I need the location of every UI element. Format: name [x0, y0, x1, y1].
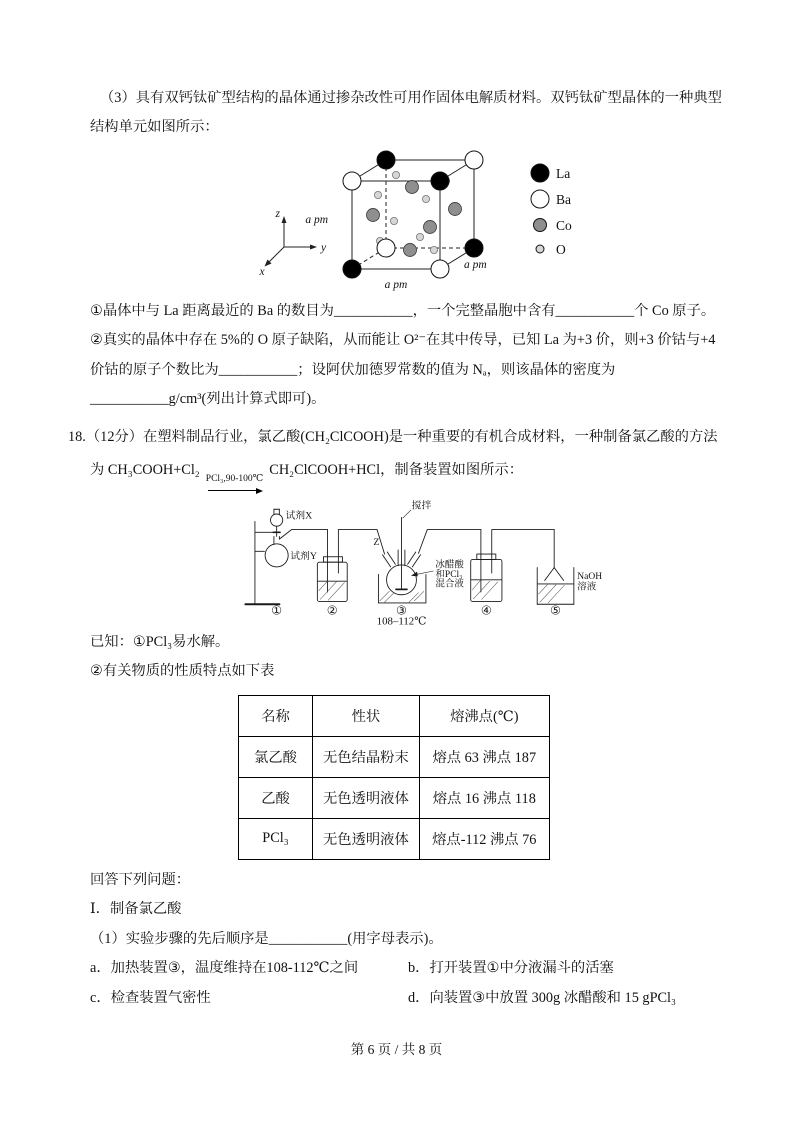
axis-x-label: x: [259, 265, 265, 278]
dimension-label-depth: a pm: [464, 258, 487, 271]
legend-ba-label: Ba: [556, 191, 571, 207]
ba-atom: [465, 151, 483, 169]
table-cell: 熔点 16 沸点 118: [419, 777, 549, 818]
legend-la-label: La: [556, 165, 571, 181]
option-c: c．检查装置气密性: [90, 989, 211, 1006]
table-cell: 氯乙酸: [239, 736, 313, 777]
table-header-row: [239, 695, 550, 736]
o-atom: [422, 195, 429, 202]
table-header-property: 性状: [313, 695, 420, 736]
question-1: （1）实验步骤的先后顺序是___________(用字母表示)。: [90, 930, 443, 947]
iron-stand: [245, 521, 279, 604]
reaction-condition: PCl₃,90-100℃: [205, 474, 264, 485]
table-cell: PCl₃: [239, 818, 313, 859]
dimension-label-bottom: a pm: [384, 278, 408, 291]
eq-reactants: CH₃COOH+Cl₂: [107, 462, 200, 479]
o-atom: [374, 191, 381, 198]
table-row: [239, 777, 550, 818]
co-atom: [367, 208, 380, 221]
table-header-name: 名称: [239, 695, 313, 736]
known-note-1: 已知：①PCl₃易水解。: [90, 633, 230, 650]
mixture-label-line3: 混合液: [435, 579, 464, 590]
question-3-sub2: ②真实的晶体中存在 5%的 O 原子缺陷，从而能让 O²⁻在其中传导，已知 La 为+3 价，则+3 价钴与+4 价钴的原子个数比为___________；设阿伏加德罗常数的值为 Nₐ，则该晶体的密度为___________g/cm³(列出计算式即可)。: [90, 332, 716, 408]
option-a: a．加热装置③，温度维持在108-112℃之间: [90, 960, 359, 977]
device-3-label: ③: [396, 603, 407, 618]
la-atom: [465, 239, 483, 257]
mixture-label-line1: 冰醋酸: [435, 560, 464, 571]
la-atom: [343, 260, 361, 278]
question-3: [90, 84, 723, 415]
option-b: b．打开装置①中分液漏斗的活塞: [408, 960, 614, 977]
ba-atom: [431, 260, 449, 278]
reagent-y-label: 试剂Y: [290, 550, 317, 562]
device-2-label: ②: [326, 603, 338, 618]
properties-table: [238, 695, 550, 860]
o-atom: [390, 217, 397, 224]
reaction-equation: [90, 452, 723, 493]
question-18-stem: 18.（12分）在塑料制品行业，氯乙酸(CH₂ClCOOH)是一种重要的有机合成材料，一种制备氯乙酸的方法: [68, 428, 718, 445]
table-row: [239, 736, 550, 777]
eq-prefix: 为: [90, 462, 108, 479]
naoh-label-line1: NaOH: [577, 572, 603, 583]
option-d: d．向装置③中放置 300g 冰醋酸和 15 gPCl₃: [408, 989, 677, 1006]
ba-atom: [343, 172, 361, 190]
inverted-funnel: [545, 530, 564, 581]
legend-co-swatch: [534, 218, 547, 231]
legend-ba-swatch: [531, 190, 549, 208]
naoh-label-line2: 溶液: [577, 582, 597, 593]
axis-z-label: z: [275, 207, 280, 220]
table-cell: 无色结晶粉末: [313, 736, 420, 777]
co-atom: [404, 243, 417, 256]
arrow-icon: [208, 486, 262, 493]
question-3-sub1: ①晶体中与 La 距离最近的 Ba 的数目为___________，一个完整晶胞中含有___________个 Co 原子。: [90, 302, 716, 319]
dimension-label-left: a pm: [305, 213, 328, 226]
eq-suffix: ，制备装置如图所示：: [380, 462, 524, 479]
eq-products: CH₂ClCOOH+HCl: [269, 462, 381, 479]
co-atom: [406, 180, 419, 193]
device-1-label: ①: [271, 603, 283, 618]
question-3-intro: （3）具有双钙钛矿型结构的晶体通过掺杂改性可用作固体电解质材料。双钙钛矿型晶体的一种典型结构单元如图所示：: [90, 90, 722, 136]
stir-label: 搅拌: [411, 500, 432, 512]
o-atom: [416, 233, 423, 240]
o-atom: [392, 171, 399, 178]
three-neck-flask: [383, 530, 481, 595]
question-18: [68, 423, 723, 1013]
z-label: Z: [373, 537, 380, 549]
legend-co-label: Co: [556, 217, 572, 233]
part1-title: Ⅰ．制备氯乙酸: [90, 901, 182, 918]
temperature-label: 108–112℃: [376, 615, 427, 626]
legend: [531, 164, 549, 253]
table-header-melting: 熔沸点(℃): [419, 695, 549, 736]
answer-prompt: 回答下列问题：: [90, 871, 191, 888]
legend-la-swatch: [531, 164, 549, 182]
ba-atom: [377, 239, 395, 257]
corner-atoms: [343, 151, 483, 278]
beaker: [537, 568, 574, 605]
options-row-2: [90, 984, 723, 1013]
axis-y-label: y: [321, 241, 327, 254]
known-note-2: ②有关物质的性质特点如下表: [90, 663, 275, 680]
reaction-arrow: [206, 474, 264, 493]
options-row-1: [90, 954, 723, 983]
mixture-label-line2: 和PCl₃: [435, 570, 463, 581]
reagent-x-label: 试剂X: [285, 510, 313, 522]
page-footer: 第 6 页 / 共 8 页: [350, 1042, 443, 1057]
table-cell: 熔点-112 沸点 76: [419, 818, 549, 859]
la-atom: [431, 172, 449, 190]
o-atom: [430, 246, 437, 253]
table-cell: 熔点 63 沸点 187: [419, 736, 549, 777]
table-cell: 无色透明液体: [313, 818, 420, 859]
la-atom: [377, 151, 395, 169]
co-atom: [449, 202, 462, 215]
legend-o-label: O: [556, 241, 566, 257]
apparatus-figure: [240, 497, 620, 626]
co-atom: [424, 220, 437, 233]
table-cell: 无色透明液体: [313, 777, 420, 818]
legend-o-swatch: [536, 245, 544, 253]
crystal-structure-figure: [240, 147, 690, 295]
device-4-label: ④: [480, 603, 492, 618]
device-5-label: ⑤: [550, 603, 562, 618]
table-cell: 乙酸: [239, 777, 313, 818]
table-row: [239, 818, 550, 859]
